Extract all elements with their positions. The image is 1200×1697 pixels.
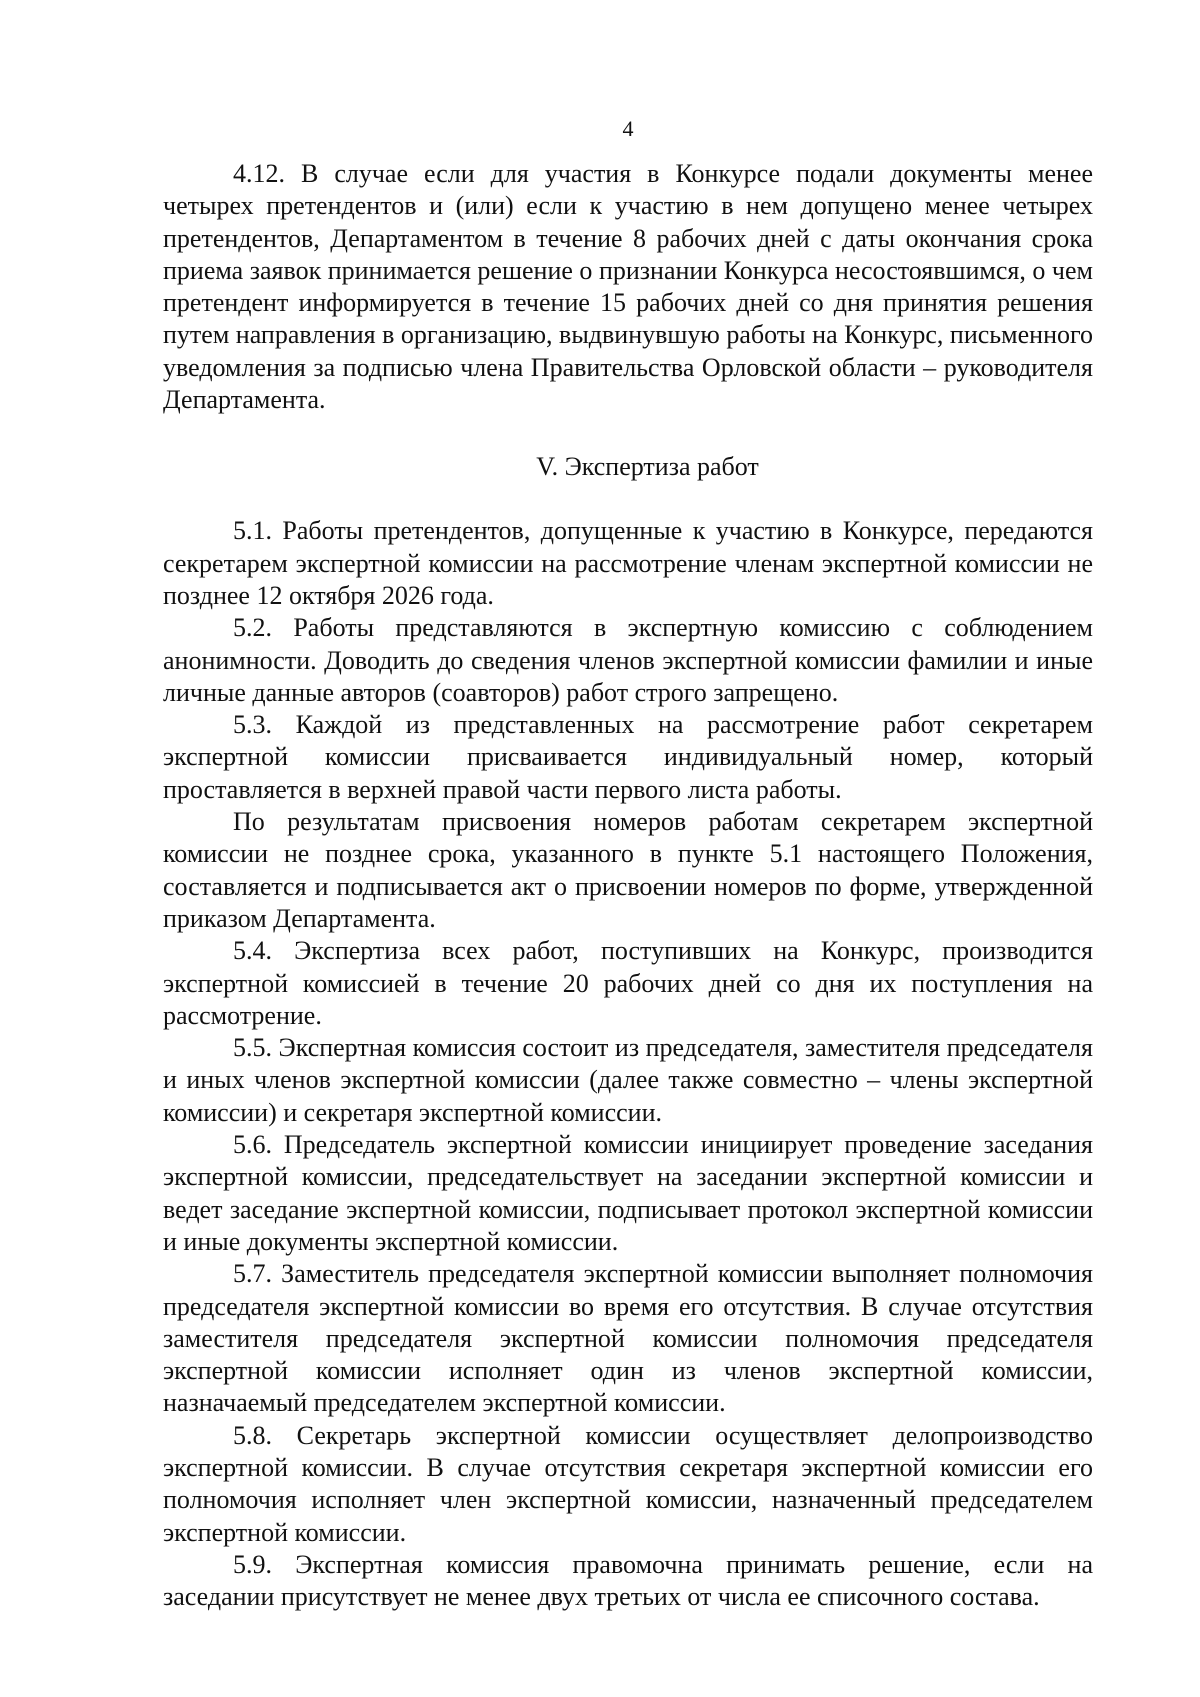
section-heading: V. Экспертиза работ — [536, 452, 759, 482]
paragraph-5-2: 5.2. Работы представляются в экспертную комиссию с соблюдением анонимности. Доводить до сведения членов экспертной комиссии фамилии и иные личные данные авторов (соавторов) работ строго запрещено. — [163, 613, 1093, 707]
paragraph-5-1: 5.1. Работы претендентов, допущенные к участию в Конкурсе, передаются секретарем экспертной комиссии на рассмотрение членам экспертной комиссии не позднее 12 октября 2026 года. — [163, 516, 1093, 610]
page-number: 4 — [622, 116, 634, 141]
paragraph-5-8: 5.8. Секретарь экспертной комиссии осуществляет делопроизводство экспертной комиссии. В случае отсутствия секретаря экспертной комиссии его полномочия исполняет член экспертной комиссии, назначенный председателем экспертной комиссии. — [163, 1420, 1093, 1547]
paragraph-4-12: 4.12. В случае если для участия в Конкурсе подали документы менее четырех претендентов и (или) если к участию в нем допущено менее четырех претендентов, Департаментом в течение 8 рабочих дней с даты окончания срока приема заявок принимается решение о признании Конкурса несостоявшимся, о чем претендент информируется в течение 15 рабочих дней со дня принятия решения путем направления в организацию, выдвинувшую работы на Конкурс, письменного уведомления за подписью члена Правительства Орловской области – руководителя Департамента. — [163, 159, 1093, 415]
paragraph-5-3-continuation: По результатам присвоения номеров работам секретарем экспертной комиссии не позднее срока, указанного в пункте 5.1 настоящего Положения, составляется и подписывается акт о присвоении номеров по форме, утвержденной приказом Департамента. — [163, 807, 1093, 933]
paragraph-5-5: 5.5. Экспертная комиссия состоит из председателя, заместителя председателя и иных членов экспертной комиссии (далее также совместно – члены экспертной комиссии) и секретаря экспертной комиссии. — [163, 1033, 1093, 1127]
paragraph-5-4: 5.4. Экспертиза всех работ, поступивших на Конкурс, производится экспертной комиссией в течение 20 рабочих дней со дня их поступления на рассмотрение. — [163, 936, 1093, 1030]
document-body — [163, 158, 1093, 1613]
paragraph-5-9: 5.9. Экспертная комиссия правомочна принимать решение, если на заседании присутствует не менее двух третьих от числа ее списочного состава. — [163, 1549, 1093, 1612]
paragraph-5-3: 5.3. Каждой из представленных на рассмотрение работ секретарем экспертной комиссии присваивается индивидуальный номер, который проставляется в верхней правой части первого листа работы. — [163, 710, 1093, 804]
paragraph-5-7: 5.7. Заместитель председателя экспертной комиссии выполняет полномочия председателя экспертной комиссии во время его отсутствия. В случае отсутствия заместителя председателя экспертной комиссии полномочия председателя экспертной комиссии исполняет один из членов экспертной комиссии, назначаемый председателем экспертной комиссии. — [163, 1259, 1093, 1418]
paragraph-5-6: 5.6. Председатель экспертной комиссии инициирует проведение заседания экспертной комиссии, председательствует на заседании экспертной комиссии и ведет заседание экспертной комиссии, подписывает протокол экспертной комиссии и иные документы экспертной комиссии. — [163, 1130, 1093, 1256]
